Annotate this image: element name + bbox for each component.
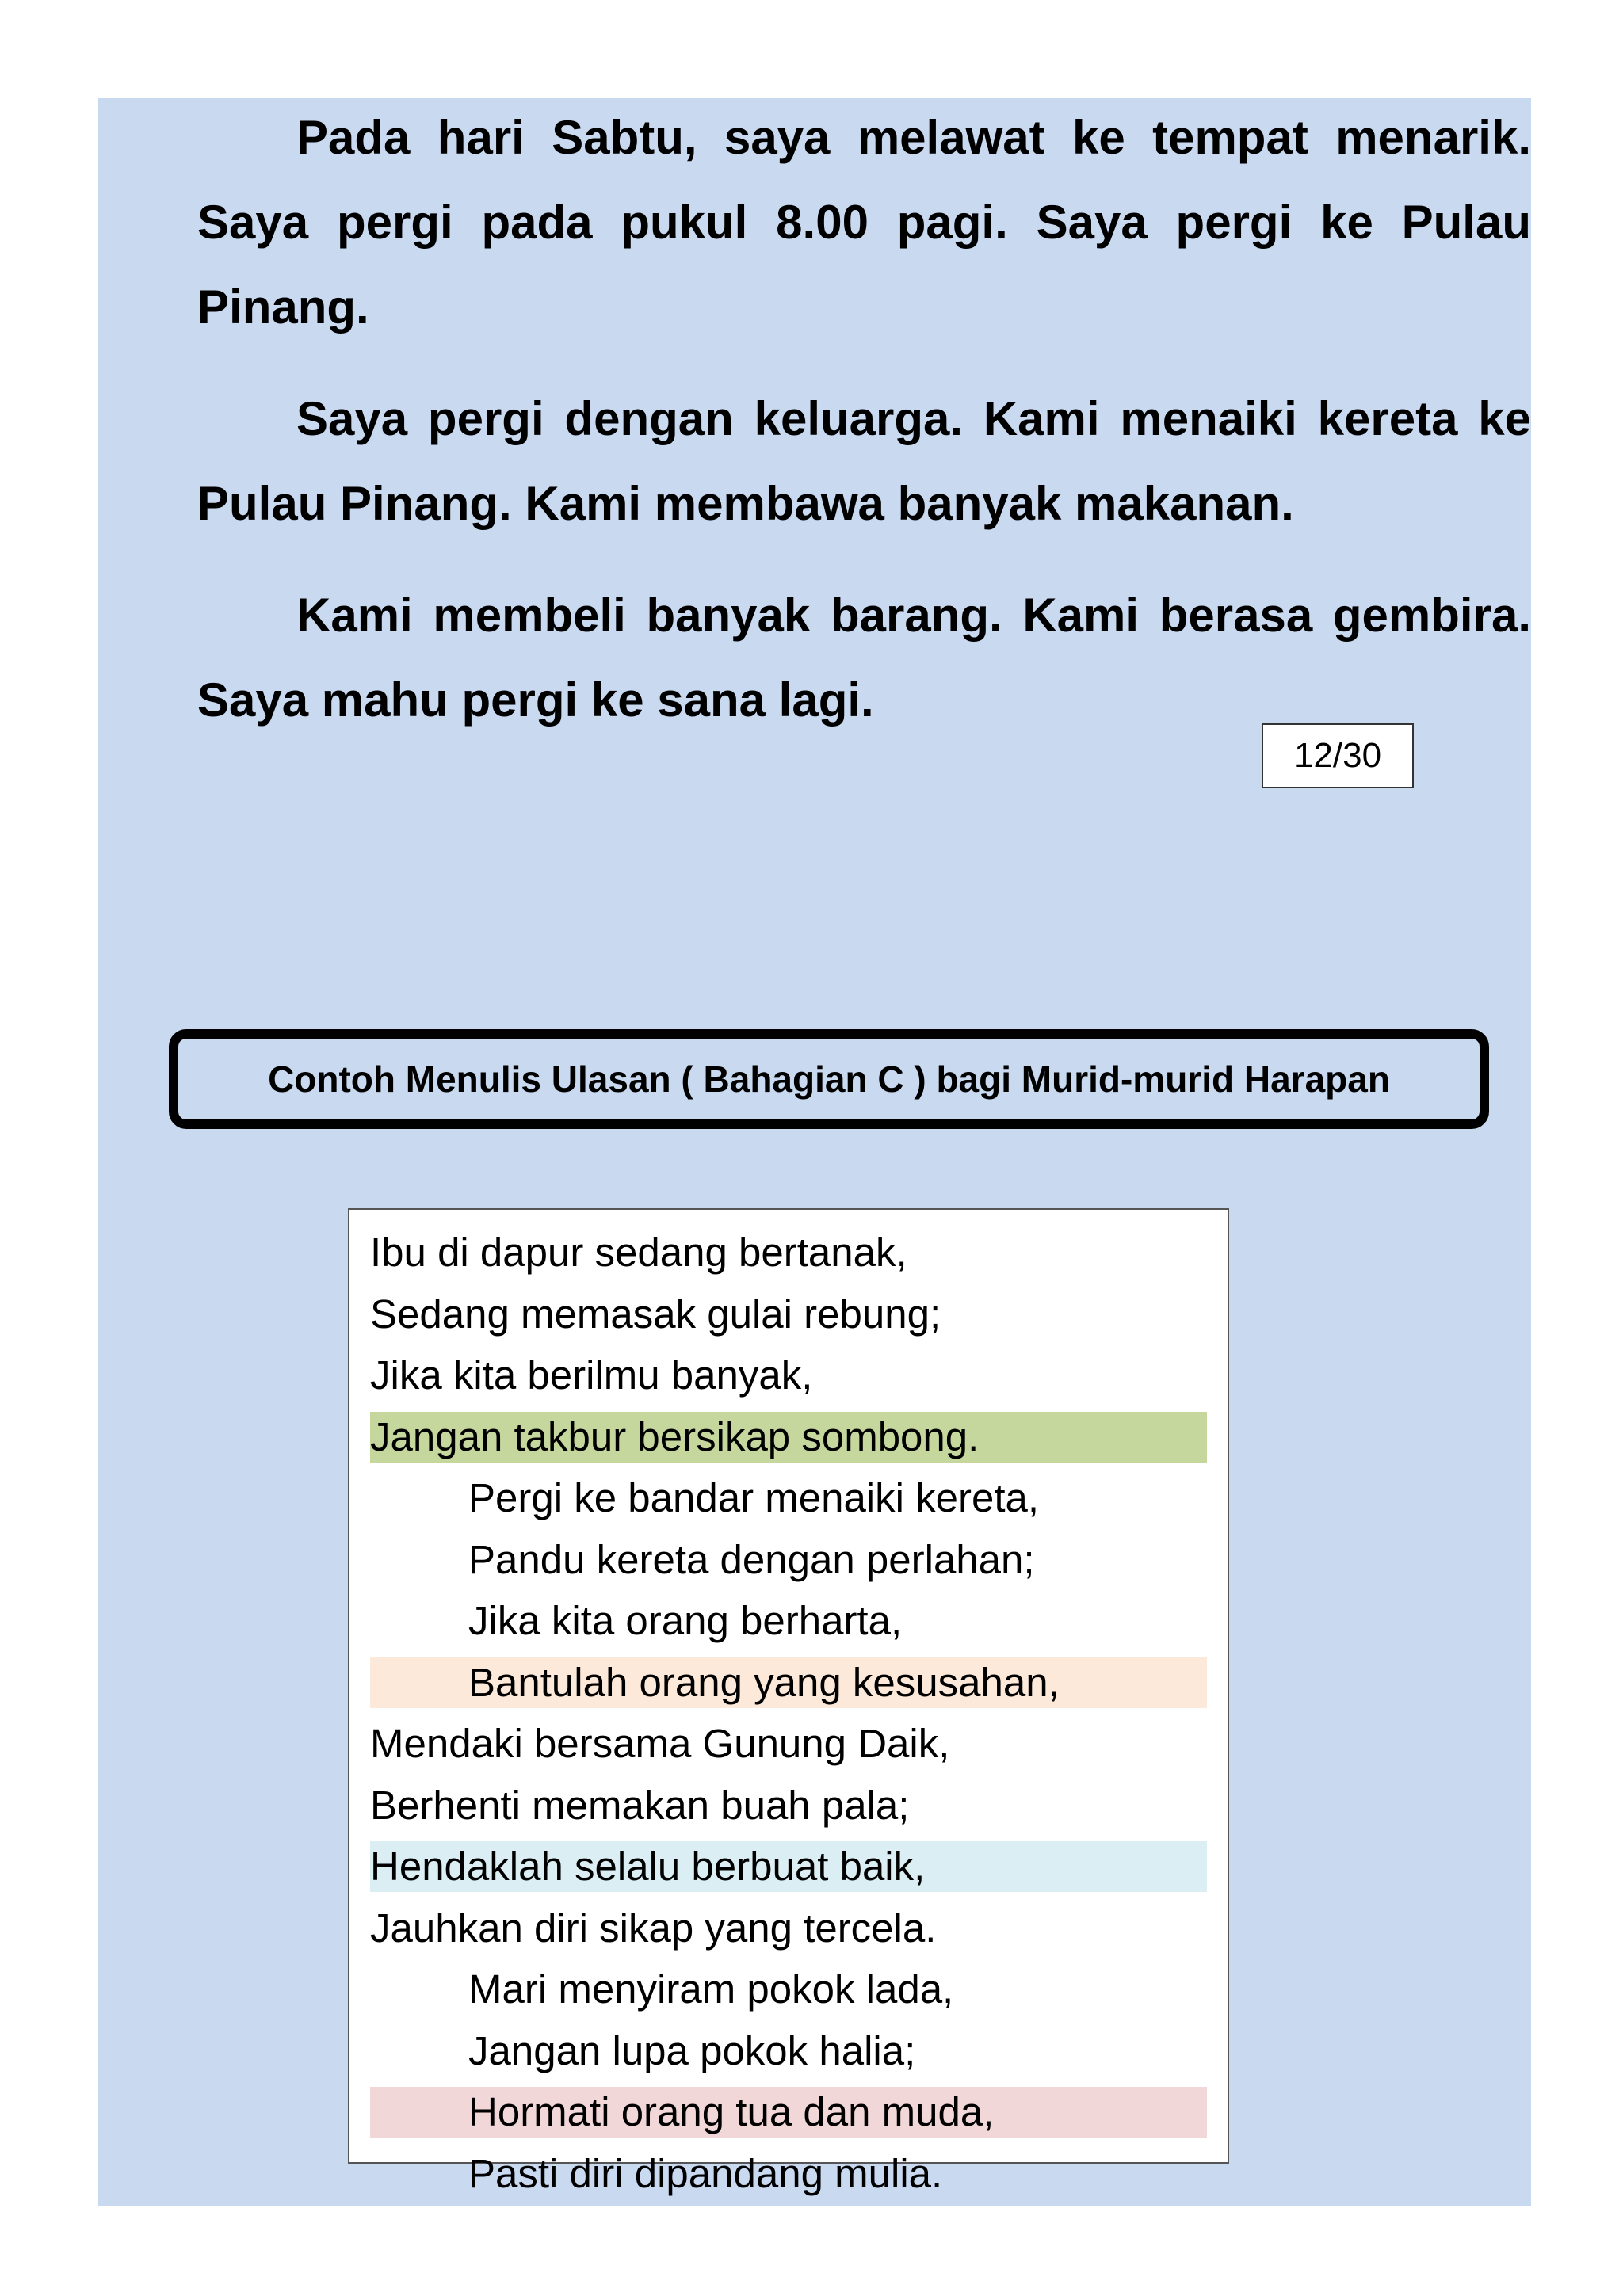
- poem-line: Ibu di dapur sedang bertanak,: [370, 1230, 907, 1275]
- poem-line: Pergi ke bandar menaiki kereta,: [468, 1475, 1040, 1520]
- poem-line: Pandu kereta dengan perlahan;: [468, 1536, 1035, 1582]
- poem-line: Jauhkan diri sikap yang tercela.: [370, 1905, 937, 1951]
- poem-line-highlighted: Jangan takbur bersikap sombong.: [370, 1412, 1207, 1470]
- poem-line-highlighted: Hendaklah selalu berbuat baik,: [370, 1841, 1207, 1900]
- essay-text: [197, 95, 1531, 769]
- poem-line: Pasti diri dipandang mulia.: [468, 2150, 943, 2196]
- poem-line: Berhenti memakan buah pala;: [370, 1782, 910, 1828]
- essay-paragraph-3: Kami membeli banyak barang. Kami berasa gembira. Saya mahu pergi ke sana lagi.: [197, 589, 1531, 727]
- poem-line: Jika kita orang berharta,: [468, 1598, 903, 1643]
- score-box: 12/30: [1262, 723, 1414, 788]
- poem-line-highlighted: Hormati orang tua dan muda,: [370, 2087, 1207, 2145]
- poem-line-highlighted: Bantulah orang yang kesusahan,: [370, 1657, 1207, 1716]
- poem-line: Jika kita berilmu banyak,: [370, 1352, 813, 1398]
- section-heading: Contoh Menulis Ulasan ( Bahagian C ) bagi Murid-murid Harapan: [169, 1029, 1489, 1129]
- poem-line: Jangan lupa pokok halia;: [468, 2027, 916, 2073]
- poem-line: Sedang memasak gulai rebung;: [370, 1291, 941, 1337]
- poem-box: [348, 1208, 1229, 2196]
- essay-paragraph-1: Pada hari Sabtu, saya melawat ke tempat menarik. Saya pergi pada pukul 8.00 pagi. Saya pergi ke Pulau Pinang.: [197, 111, 1531, 334]
- poem-line: Mendaki bersama Gunung Daik,: [370, 1721, 950, 1766]
- essay-paragraph-2: Saya pergi dengan keluarga. Kami menaiki kereta ke Pulau Pinang. Kami membawa banyak makanan.: [197, 392, 1531, 530]
- poem-line: Mari menyiram pokok lada,: [468, 1966, 954, 2012]
